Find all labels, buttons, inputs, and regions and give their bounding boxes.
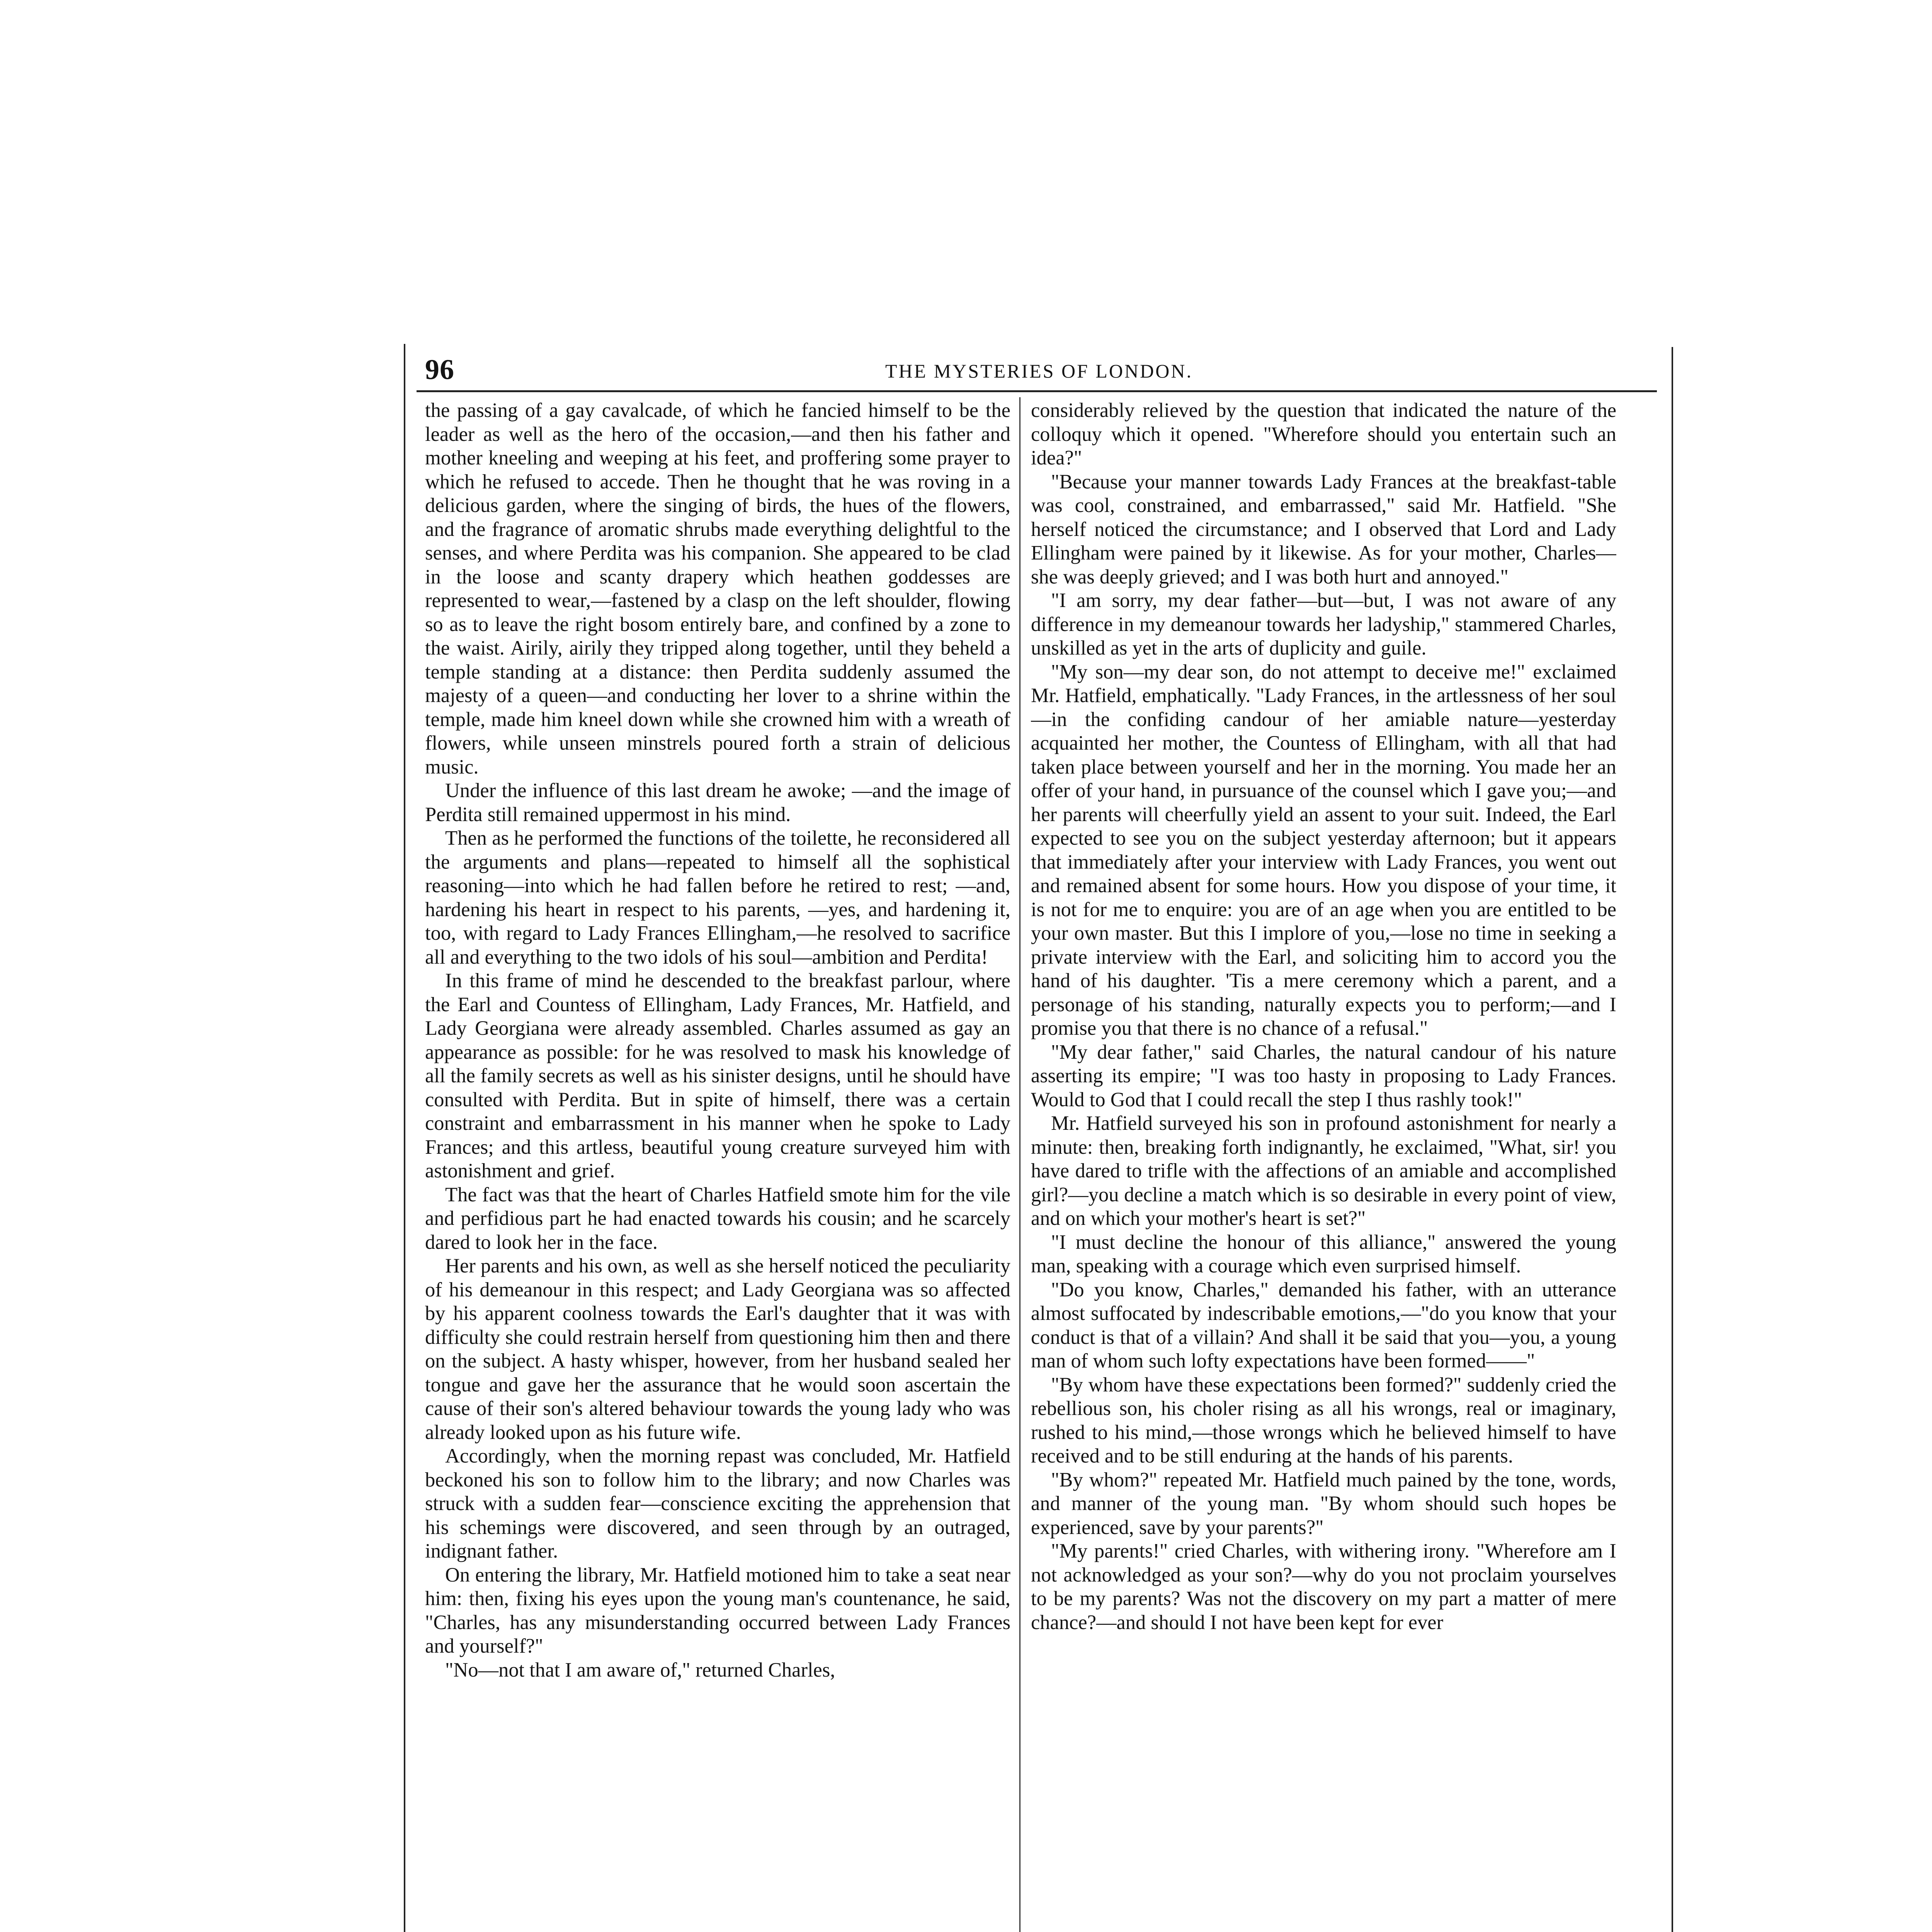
paragraph: "By whom have these expectations been formed?" suddenly cried the rebellious son, his choler rising as all his wrongs, real or imaginary, rushed to his mind,—those wrongs which he believed himself to have received and to be still enduring at the hands of his parents. [1031,1373,1616,1467]
page-header [417,350,1662,388]
paragraph: Then as he performed the functions of the toilette, he reconsidered all the arguments and plans—repeated to himself all the sophistical reasoning—into which he had fallen before he retired to rest; —and, hardening his heart in respect to his parents, —yes, and hardening it, too, with regard to Lady Frances Ellingham,—he resolved to sacrifice all and everything to the two idols of his soul—ambition and Perdita! [425,827,1010,968]
paragraph: "My dear father," said Charles, the natural candour of his nature asserting its empire; "I was too hasty in proposing to Lady Frances. Would to God that I could recall the step I thus rashly took!" [1031,1041,1616,1111]
page-left-rule [404,344,405,1932]
paragraph: "Do you know, Charles," demanded his father, with an utterance almost suffocated by indescribable emotions,—"do you know that your conduct is that of a villain? And shall it be said that you—you, a young man of whom such lofty expectations have been formed——" [1031,1278,1616,1372]
paragraph: The fact was that the heart of Charles Hatfield smote him for the vile and perfidious part he had enacted towards his cousin; and he scarcely dared to look her in the face. [425,1183,1010,1253]
paragraph: On entering the library, Mr. Hatfield motioned him to take a seat near him: then, fixing his eyes upon the young man's countenance, he said, "Charles, has any misunderstanding occurred between Lady Frances and yourself?" [425,1563,1010,1657]
paragraph: Her parents and his own, as well as she herself noticed the peculiarity of his demeanour in this respect; and Lady Georgiana was so affected by his apparent coolness towards the Earl's daughter that it was with difficulty she could restrain herself from questioning him then and there on the subject. A hasty whisper, however, from her husband sealed her tongue and gave her the assurance that he would soon ascertain the cause of their son's altered behaviour towards the young lady who was already looked upon as his future wife. [425,1255,1010,1444]
paragraph: the passing of a gay cavalcade, of which he fancied himself to be the leader as well as the hero of the occasion,—and then his father and mother kneeling and weeping at his feet, and proffering some prayer to which he refused to accede. Then he thought that he was roving in a delicious garden, where the singing of birds, the hues of the flowers, and the fragrance of aromatic shrubs made everything delightful to the senses, and where Perdita was his companion. She appeared to be clad in the loose and scanty drapery which heathen goddesses are represented to wear,—fastened by a clasp on the left shoulder, flowing so as to leave the right bosom entirely bare, and confined by a zone to the waist. Airily, airily they tripped along together, until they beheld a temple standing at a distance: then Perdita suddenly assumed the majesty of a queen—and conducting her lover to a shrine within the temple, made him kneel down while she crowned him with a wreath of flowers, while unseen minstrels poured forth a strain of delicious music. [425,399,1010,778]
paragraph: "My parents!" cried Charles, with withering irony. "Wherefore am I not acknowledged as your son?—why do you not proclaim yourselves to be my parents? Was not the discovery on my part a matter of mere chance?—and should I not have been kept for ever [1031,1540,1616,1634]
paragraph: Mr. Hatfield surveyed his son in profound astonishment for nearly a minute: then, breaking forth indignantly, he exclaimed, "What, sir! you have dared to trifle with the affections of an amiable and accomplished girl?—you decline a match which is so desirable in every point of view, and on which your mother's heart is set?" [1031,1112,1616,1230]
paragraph: "No—not that I am aware of," returned Charles, [445,1658,835,1681]
right-column [1031,399,1616,1932]
header-rule [417,390,1657,392]
paragraph: "I am sorry, my dear father—but—but, I was not aware of any difference in my demeanour towards her ladyship," stammered Charles, unskilled as yet in the arts of duplicity and guile. [1031,589,1616,659]
paragraph: In this frame of mind he descended to the breakfast parlour, where the Earl and Countess of Ellingham, Lady Frances, Mr. Hatfield, and Lady Georgiana were already assembled. Charles assumed as gay an appearance as possible: for he was resolved to mask his knowledge of all the family secrets as well as his sinister designs, until he should have consulted with Perdita. But in spite of himself, there was a certain constraint and embarrassment in his manner when he spoke to Lady Frances; and this artless, beautiful young creature surveyed him with astonishment and grief. [425,969,1010,1182]
paragraph: "By whom?" repeated Mr. Hatfield much pained by the tone, words, and manner of the young man. "By whom should such hopes be experienced, save by your parents?" [1031,1468,1616,1539]
column-divider [1019,397,1020,1932]
paragraph: "I must decline the honour of this alliance," answered the young man, speaking with a courage which even surprised himself. [1031,1231,1616,1277]
paragraph: "My son—my dear son, do not attempt to deceive me!" exclaimed Mr. Hatfield, emphatically. "Lady Frances, in the artlessness of her soul—in the confiding candour of her amiable nature—yesterday acquainted her mother, the Countess of Ellingham, with all that had taken place between yourself and her in the morning. You made her an offer of your hand, in pursuance of the counsel which I gave you;—and her parents will cheerfully yield an assent to your suit. Indeed, the Earl expected to see you on the subject yesterday afternoon; but it appears that immediately after your interview with Lady Frances, you went out and remained absent for some hours. How you dispose of your time, it is not for me to enquire: you are of an age when you are entitled to be your own master. But this I implore of you,—lose no time in seeking a private interview with the Earl, and soliciting him to accord you the hand of his daughter. 'Tis a mere ceremony which a parent, and a personage of his standing, naturally expects you to perform;—and I promise you that there is no chance of a refusal." [1031,660,1616,1039]
page-number: 96 [425,354,454,386]
left-column [425,399,1010,1932]
paragraph: "Because your manner towards Lady Frances at the breakfast-table was cool, constrained, and embarrassed," said Mr. Hatfield. "She herself noticed the circumstance; and I observed that Lord and Lady Ellingham were pained by it likewise. As for your mother, Charles—she was deeply grieved; and I was both hurt and annoyed." [1031,470,1616,588]
running-title: THE MYSTERIES OF LONDON. [885,360,1193,382]
paragraph: considerably relieved by the question that indicated the nature of the colloquy which it opened. "Wherefore should you entertain such an idea?" [1031,399,1616,469]
paragraph: Accordingly, when the morning repast was concluded, Mr. Hatfield beckoned his son to follow him to the library; and now Charles was struck with a sudden fear—conscience exciting the apprehension that his schemings were discovered, and seen through by an outraged, indignant father. [425,1445,1010,1562]
paragraph: Under the influence of this last dream he awoke; —and the image of Perdita still remained uppermost in his mind. [425,779,1010,826]
